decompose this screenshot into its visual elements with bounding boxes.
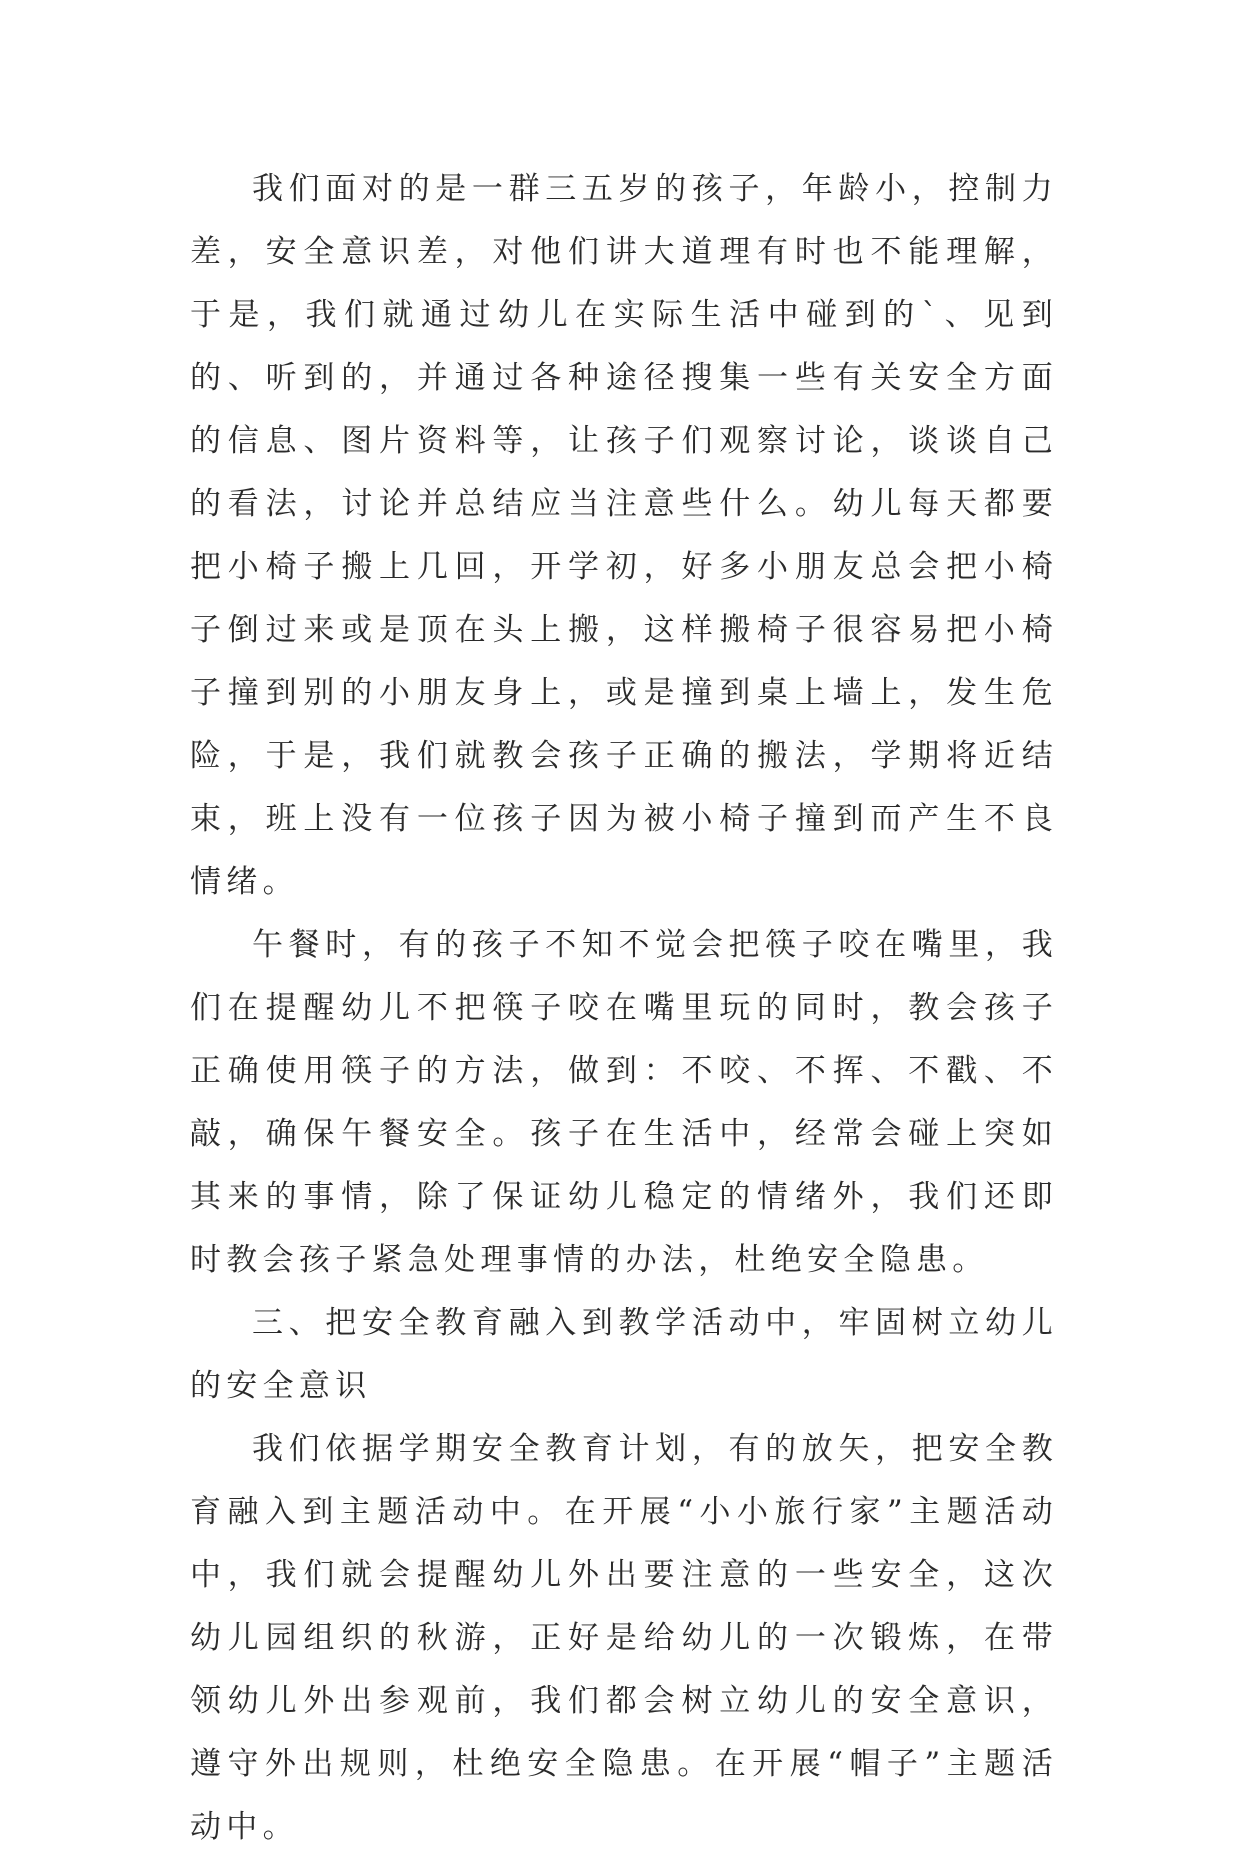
section-heading: 三、把安全教育融入到教学活动中，牢固树立幼儿的安全意识 [190,1305,1058,1404]
paragraph-lunch-safety: 午餐时，有的孩子不知不觉会把筷子咬在嘴里，我们在提醒幼儿不把筷子咬在嘴里玩的同时，教会孩子正确使用筷子的方法，做到：不咬、不挥、不戳、不敲，确保午餐安全。孩子在生活中，经常会碰上突如其来的事情，除了保证幼儿稳定的情绪外，我们还即时教会孩子紧急处理事情的办法，杜绝安全隐患。 [190,927,1058,1278]
document-body [190,158,1058,1859]
paragraph-chair-safety: 我们面对的是一群三五岁的孩子，年龄小，控制力差，安全意识差，对他们讲大道理有时也不能理解，于是，我们就通过幼儿在实际生活中碰到的`、见到的、听到的，并通过各种途径搜集一些有关安全方面的信息、图片资料等，让孩子们观察讨论，谈谈自己的看法，讨论并总结应当注意些什么。幼儿每天都要把小椅子搬上几回，开学初，好多小朋友总会把小椅子倒过来或是顶在头上搬，这样搬椅子很容易把小椅子撞到别的小朋友身上，或是撞到桌上墙上，发生危险，于是，我们就教会孩子正确的搬法，学期将近结束，班上没有一位孩子因为被小椅子撞到而产生不良情绪。 [190,171,1058,900]
paragraph-theme-activities: 我们依据学期安全教育计划，有的放矢，把安全教育融入到主题活动中。在开展“小小旅行家”主题活动中，我们就会提醒幼儿外出要注意的一些安全，这次幼儿园组织的秋游，正好是给幼儿的一次锻炼，在带领幼儿外出参观前，我们都会树立幼儿的安全意识，遵守外出规则，杜绝安全隐患。在开展“帽子”主题活动中。 [190,1431,1058,1845]
